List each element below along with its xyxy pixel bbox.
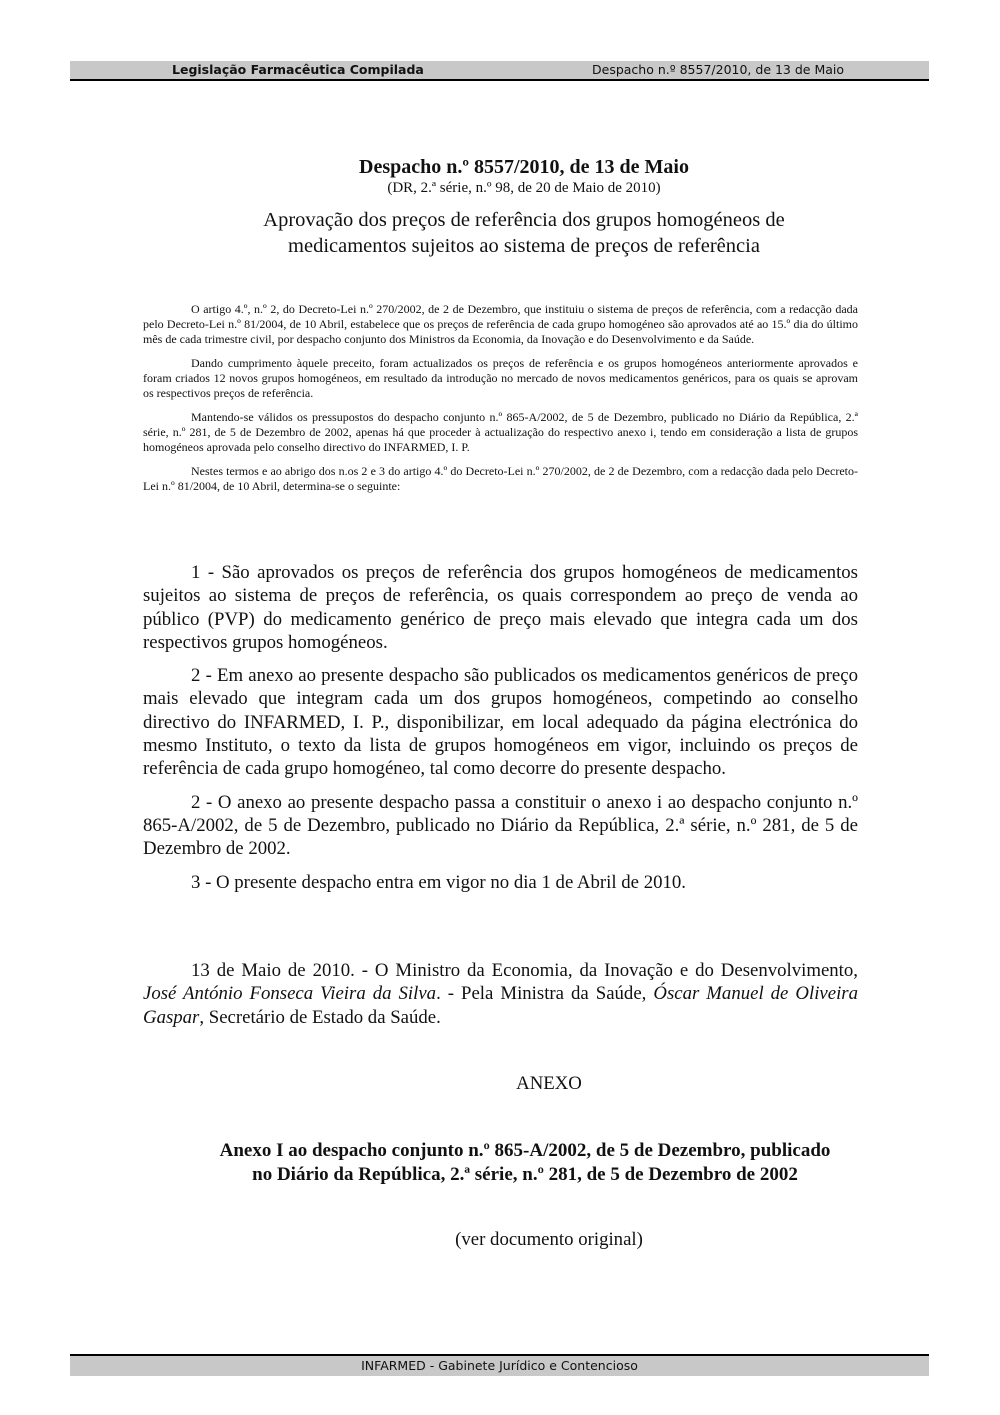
header-document-ref: Despacho n.º 8557/2010, de 13 de Maio: [592, 62, 845, 77]
document-heading-line-1: Aprovação dos preços de referência dos grupos homogéneos de: [263, 209, 785, 231]
preamble-paragraph: Dando cumprimento àquele preceito, foram actualizados os preços de referência e os grupos homogéneos anteriormente aprovados e foram criados 12 novos grupos homogéneos, em resultado da introdução no mercado de novos medicamentos genéricos, para os quais se aprovam os respectivos preços de referência.: [143, 356, 858, 400]
signatory-name-2: Óscar Manuel de Oliveira Gaspar: [143, 983, 858, 1028]
footer-text: INFARMED - Gabinete Jurídico e Contencioso: [361, 1358, 638, 1373]
preamble-paragraph: Mantendo-se válidos os pressupostos do despacho conjunto n.º 865-A/2002, de 5 de Dezembro, publicado no Diário da República, 2.ª série, n.º 281, de 5 de Dezembro de 2002, apenas há que proceder à actualização do respectivo anexo i, tendo em consideração a lista de grupos homogéneos aprovada pelo conselho directivo do INFARMED, I. P.: [143, 410, 858, 454]
article-paragraph: 2 - O anexo ao presente despacho passa a constituir o anexo i ao despacho conjunto n.º 865-A/2002, de 5 de Dezembro, publicado no Diário da República, 2.ª série, n.º 281, de 5 de Dezembro de 2002.: [143, 791, 858, 860]
signatory-name-1: José António Fonseca Vieira da Silva: [143, 983, 437, 1005]
signature-text-3: , Secretário de Estado da Saúde.: [199, 1006, 441, 1028]
signature-text-1: 13 de Maio de 2010. - O Ministro da Economia, da Inovação e do Desenvolvimento,: [191, 960, 858, 981]
annex-label: ANEXO: [516, 1073, 582, 1094]
signature-paragraph: [143, 959, 858, 1029]
preamble: [143, 302, 858, 503]
document-heading: [48, 207, 1000, 259]
article-paragraph: 2 - Em anexo ao presente despacho são publicados os medicamentos genéricos de preço mais elevado que integram cada um dos grupos homogéneos, competindo ao conselho directivo do INFARMED, I. P., disponibilizar, em local adequado da página electrónica do mesmo Instituto, o texto da lista de grupos homogéneos em vigor, incluindo os preços de referência de cada grupo homogéneo, tal como decorre do presente despacho.: [143, 665, 858, 780]
articles: [143, 561, 858, 904]
preamble-paragraph: O artigo 4.º, n.º 2, do Decreto-Lei n.º 270/2002, de 2 de Dezembro, que instituiu o sistema de preços de referência, com a redacção dada pelo Decreto-Lei n.º 81/2004, de 10 Abril, estabelece que os preços de referência de cada grupo homogéneo são aprovados até ao 15.º dia do último mês de cada trimestre civil, por despacho conjunto dos Ministros da Economia, da Inovação e do Desenvolvimento e da Saúde.: [143, 302, 858, 346]
article-paragraph: 1 - São aprovados os preços de referência dos grupos homogéneos de medicamentos sujeitos ao sistema de preços de referência, os quais correspondem ao preço de venda ao público (PVP) do medicamento genérico de preço mais elevado que integra cada um dos respectivos grupos homogéneos.: [143, 562, 858, 653]
annex-title: [150, 1139, 900, 1187]
annex-title-line-2: no Diário da República, 2.ª série, n.º 281, de 5 de Dezembro de 2002: [252, 1164, 798, 1185]
see-original-note: (ver documento original): [455, 1229, 643, 1250]
title-block: [0, 155, 1000, 259]
document-title: Despacho n.º 8557/2010, de 13 de Maio: [359, 156, 689, 178]
signature-text-2: . - Pela Ministra da Saúde,: [436, 983, 654, 1005]
document-heading-line-2: medicamentos sujeitos ao sistema de preços de referência: [288, 235, 760, 257]
header-collection-title: Legislação Farmacêutica Compilada: [172, 62, 424, 77]
page-header: [70, 61, 929, 81]
annex-title-line-1: Anexo I ao despacho conjunto n.º 865-A/2002, de 5 de Dezembro, publicado: [219, 1140, 831, 1161]
document-subtitle: (DR, 2.ª série, n.º 98, de 20 de Maio de 2010): [387, 180, 661, 196]
page-footer: [70, 1354, 929, 1376]
preamble-paragraph: Nestes termos e ao abrigo dos n.os 2 e 3 do artigo 4.º do Decreto-Lei n.º 270/2002, de 2 de Dezembro, com a redacção dada pelo Decreto-Lei n.º 81/2004, de 10 Abril, determina-se o seguinte:: [143, 464, 858, 493]
article-paragraph: 3 - O presente despacho entra em vigor no dia 1 de Abril de 2010.: [191, 871, 686, 893]
